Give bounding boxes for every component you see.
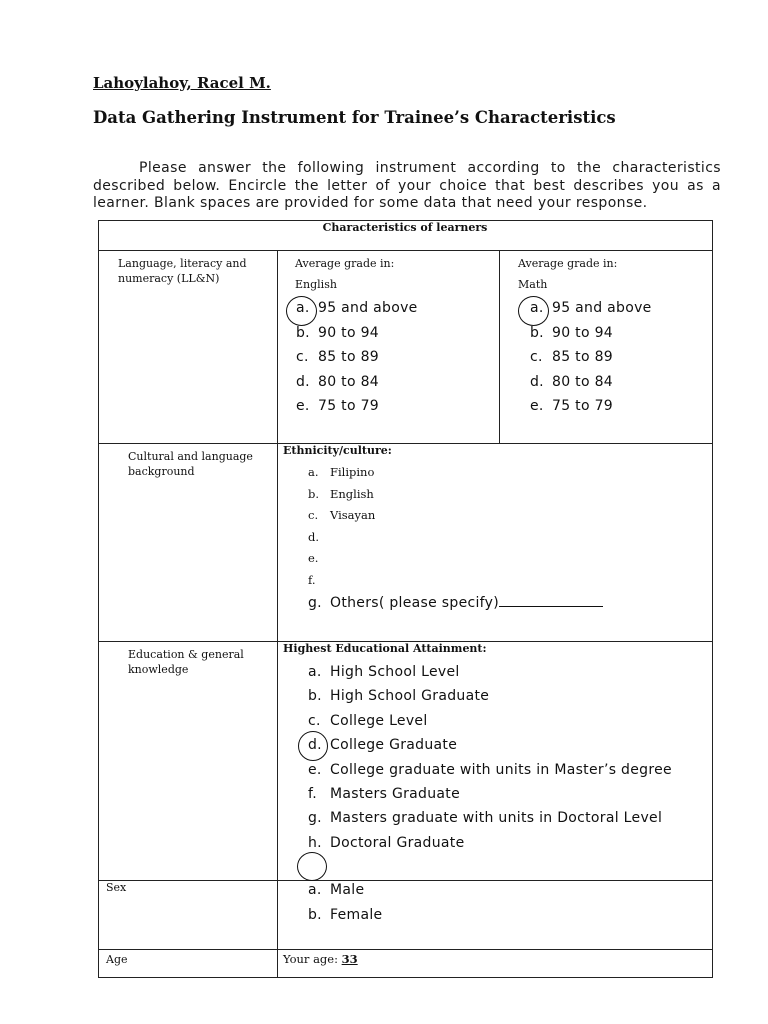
- selection-circle-icon: [298, 731, 328, 761]
- option-letter: b.: [308, 906, 322, 923]
- option-letter: g.: [308, 810, 322, 827]
- math-option-c[interactable]: [530, 345, 652, 370]
- english-option-c[interactable]: [296, 345, 418, 370]
- culture-option-d[interactable]: [308, 527, 375, 549]
- option-letter: d.: [308, 529, 320, 544]
- table-divider: [277, 250, 278, 978]
- education-label: Education & general knowledge: [128, 648, 244, 676]
- table-divider: [98, 250, 713, 251]
- culture-heading: Ethnicity/culture:: [283, 444, 392, 457]
- education-option-a[interactable]: [308, 660, 672, 684]
- option-letter: c.: [530, 349, 543, 365]
- option-text: Male: [330, 882, 365, 898]
- document-title: Data Gathering Instrument for Trainee’s Characteristics: [93, 108, 616, 127]
- option-letter: a.: [308, 664, 322, 680]
- option-text: 75 to 79: [318, 398, 379, 414]
- option-text: 85 to 89: [318, 349, 379, 365]
- option-text: High School Level: [330, 664, 460, 680]
- sex-label: Sex: [106, 881, 127, 894]
- option-text: Others( please specify): [330, 595, 499, 611]
- selection-circle-icon: [286, 296, 317, 326]
- education-option-c[interactable]: [308, 709, 672, 733]
- culture-option-f[interactable]: [308, 570, 375, 592]
- education-option-d[interactable]: [308, 733, 672, 757]
- culture-option-b[interactable]: [308, 484, 375, 506]
- option-text: High School Graduate: [330, 688, 490, 705]
- option-letter: b.: [530, 324, 544, 341]
- option-letter: b.: [308, 486, 320, 501]
- culture-option-e[interactable]: [308, 548, 375, 570]
- option-letter: e.: [308, 551, 319, 566]
- culture-option-c[interactable]: [308, 505, 375, 527]
- option-letter: c.: [308, 508, 319, 523]
- author-name: Lahoylahoy, Racel M.: [93, 74, 271, 92]
- culture-label: Cultural and language background: [128, 450, 253, 478]
- culture-options: [308, 462, 375, 592]
- option-letter: c.: [308, 712, 321, 729]
- education-option-h[interactable]: [308, 831, 672, 855]
- culture-option-a[interactable]: [308, 462, 375, 484]
- option-letter: c.: [296, 349, 309, 365]
- age-label: Age: [106, 953, 128, 966]
- option-text: 95 and above: [552, 300, 652, 316]
- instructions-paragraph: [93, 160, 721, 213]
- option-text: 75 to 79: [552, 398, 613, 414]
- education-option-e[interactable]: [308, 758, 672, 782]
- option-text: Visayan: [330, 508, 376, 523]
- education-option-f[interactable]: [308, 782, 672, 806]
- option-text: College Graduate: [330, 737, 458, 754]
- age-prompt: Your age:: [283, 952, 342, 966]
- age-entry: [283, 952, 358, 966]
- option-text: 85 to 89: [552, 349, 613, 365]
- option-text: Doctoral Graduate: [330, 834, 465, 851]
- math-subject: Math: [518, 278, 548, 291]
- llan-label: Language, literacy and numeracy (LL&N): [118, 257, 247, 285]
- education-option-g[interactable]: [308, 806, 672, 830]
- option-letter: f.: [308, 572, 316, 587]
- math-option-b[interactable]: [530, 321, 652, 346]
- table-divider: [98, 949, 713, 950]
- sex-options: [308, 878, 382, 927]
- option-letter: a.: [530, 300, 544, 316]
- table-divider: [499, 250, 500, 443]
- option-text: Masters graduate with units in Doctoral Level: [330, 810, 663, 827]
- math-option-d[interactable]: [530, 370, 652, 395]
- english-option-e[interactable]: [296, 394, 418, 419]
- option-letter: e.: [296, 398, 310, 414]
- selection-circle-icon: [297, 852, 327, 881]
- option-letter: e.: [308, 761, 322, 778]
- option-text: Filipino: [330, 465, 375, 479]
- option-text: English: [330, 486, 374, 501]
- option-letter: h.: [308, 834, 322, 851]
- math-option-e[interactable]: [530, 394, 652, 419]
- math-heading: Average grade in:: [518, 257, 618, 270]
- education-heading: Highest Educational Attainment:: [283, 642, 487, 655]
- education-options: [308, 660, 672, 855]
- table-divider: [98, 443, 713, 444]
- english-option-d[interactable]: [296, 370, 418, 395]
- english-heading: Average grade in:: [295, 257, 395, 270]
- table-divider: [98, 880, 713, 881]
- sex-option-a[interactable]: [308, 878, 382, 903]
- sex-option-b[interactable]: [308, 903, 382, 928]
- option-letter: a.: [308, 465, 319, 479]
- option-letter: d.: [296, 373, 310, 390]
- education-option-b[interactable]: [308, 684, 672, 708]
- option-text: 80 to 84: [552, 373, 613, 390]
- option-text: Masters Graduate: [330, 785, 460, 802]
- option-letter: a.: [308, 882, 322, 898]
- english-subject: English: [295, 278, 337, 291]
- option-letter: d.: [308, 737, 322, 754]
- english-option-b[interactable]: [296, 321, 418, 346]
- option-letter: b.: [296, 324, 310, 341]
- option-text: 80 to 84: [318, 373, 379, 390]
- age-value[interactable]: 33: [341, 952, 358, 966]
- option-letter: d.: [530, 373, 544, 390]
- culture-other-option: [308, 591, 603, 616]
- option-letter: e.: [530, 398, 544, 414]
- option-text: 90 to 94: [552, 324, 613, 341]
- selection-circle-icon: [518, 296, 549, 326]
- culture-option-g[interactable]: [308, 591, 603, 616]
- option-letter: f.: [308, 785, 317, 802]
- option-text: College Level: [330, 712, 428, 729]
- option-text: 90 to 94: [318, 324, 379, 341]
- option-letter: a.: [296, 300, 310, 316]
- option-text: Female: [330, 906, 383, 923]
- option-letter: b.: [308, 688, 322, 705]
- option-text: College graduate with units in Master’s degree: [330, 761, 672, 778]
- specify-blank-field[interactable]: [499, 592, 603, 607]
- table-header: Characteristics of learners: [322, 221, 488, 234]
- option-letter: g.: [308, 595, 322, 611]
- option-text: 95 and above: [318, 300, 418, 316]
- instructions-text: Please answer the following instrument according to the characteristics described below. Encircle the letter of your choice that best describes you as a learner. Blank spaces are provided for some data that need your response.: [93, 160, 721, 211]
